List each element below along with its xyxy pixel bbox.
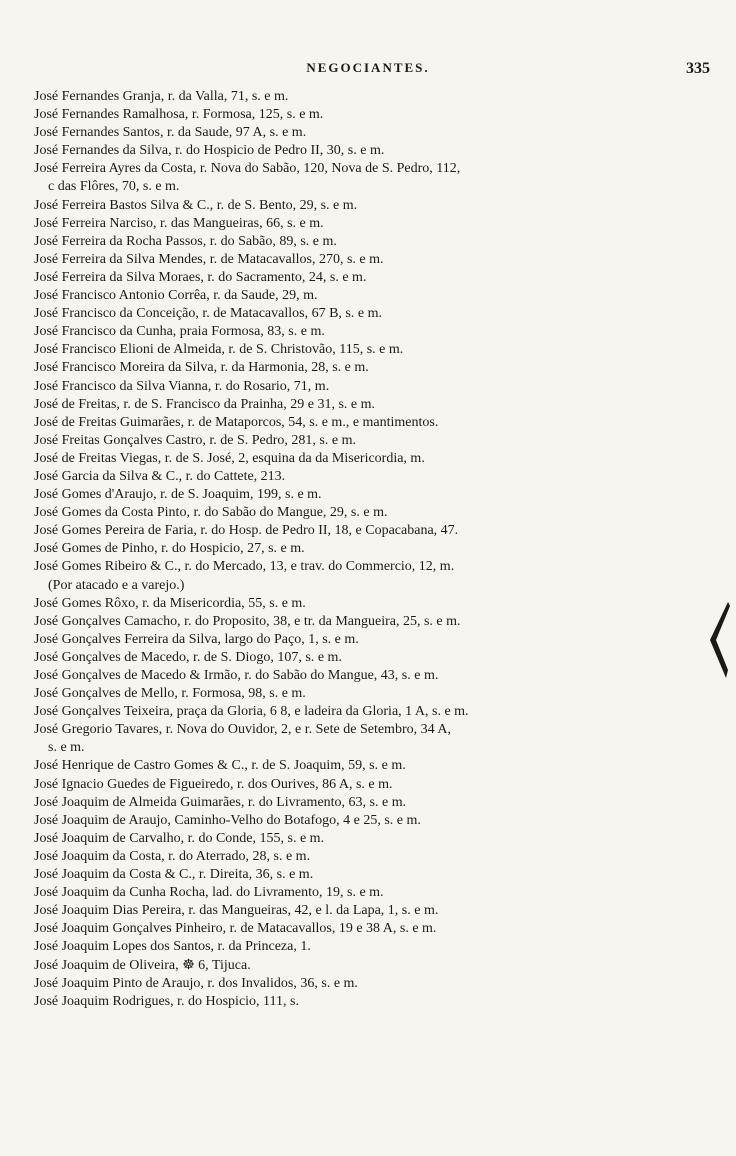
list-item: José Gomes d'Araujo, r. de S. Joaquim, 199, s. e m. <box>34 487 322 503</box>
list-item: José de Freitas, r. de S. Francisco da Prainha, 29 e 31, s. e m. <box>34 396 375 412</box>
list-item: José Joaquim Lopes dos Santos, r. da Princeza, 1. <box>34 939 311 955</box>
list-item: José Gonçalves Teixeira, praça da Gloria, 6 8, e ladeira da Gloria, 1 A, s. e m. <box>34 704 469 720</box>
entry-list <box>34 88 684 1011</box>
list-item: José Joaquim de Araujo, Caminho-Velho do Botafogo, 4 e 25, s. e m. <box>34 812 421 828</box>
list-item: José Henrique de Castro Gomes & C., r. de S. Joaquim, 59, s. e m. <box>34 758 406 774</box>
list-item: José Ferreira da Silva Moraes, r. do Sacramento, 24, s. e m. <box>34 269 367 285</box>
list-item-continuation: c das Flôres, 70, s. e m. <box>48 179 180 195</box>
list-item: José Francisco Antonio Corrêa, r. da Saude, 29, m. <box>34 288 318 304</box>
list-item: José Joaquim de Carvalho, r. do Conde, 155, s. e m. <box>34 830 325 846</box>
list-item: José Ferreira Bastos Silva & C., r. de S. Bento, 29, s. e m. <box>34 197 358 213</box>
list-item: José Gonçalves Camacho, r. do Proposito, 38, e tr. da Mangueira, 25, s. e m. <box>34 613 461 629</box>
list-item: José Gomes Rôxo, r. da Misericordia, 55, s. e m. <box>34 595 306 611</box>
list-item: José Garcia da Silva & C., r. do Cattete, 213. <box>34 468 286 484</box>
list-item: José Gonçalves Ferreira da Silva, largo do Paço, 1, s. e m. <box>34 631 359 647</box>
list-item: José Joaquim Rodrigues, r. do Hospicio, 111, s. <box>34 993 299 1009</box>
list-item: José Ignacio Guedes de Figueiredo, r. dos Ourives, 86 A, s. e m. <box>34 776 393 792</box>
list-item: José Joaquim de Almeida Guimarães, r. do Livramento, 63, s. e m. <box>34 794 407 810</box>
list-item: José Joaquim de Oliveira, ☸ 6, Tijuca. <box>34 957 251 973</box>
list-item: José Joaquim da Cunha Rocha, lad. do Livramento, 19, s. e m. <box>34 885 384 901</box>
list-item: José Francisco da Silva Vianna, r. do Rosario, 71, m. <box>34 378 330 394</box>
list-item: José Fernandes Santos, r. da Saude, 97 A, s. e m. <box>34 125 307 141</box>
list-item: José Francisco da Conceição, r. de Matacavallos, 67 B, s. e m. <box>34 306 382 322</box>
list-item: José Gomes Pereira de Faria, r. do Hosp. de Pedro II, 18, e Copacabana, 47. <box>34 523 459 539</box>
list-item: José Gonçalves de Macedo, r. de S. Diogo, 107, s. e m. <box>34 649 342 665</box>
list-item: José Freitas Gonçalves Castro, r. de S. Pedro, 281, s. e m. <box>34 432 356 448</box>
list-item: José Gregorio Tavares, r. Nova do Ouvidor, 2, e r. Sete de Setembro, 34 A, <box>34 722 451 738</box>
page-title: NEGOCIANTES. <box>306 60 430 75</box>
list-item: José Joaquim Gonçalves Pinheiro, r. de Matacavallos, 19 e 38 A, s. e m. <box>34 921 437 937</box>
list-item-continuation: s. e m. <box>48 740 85 756</box>
list-item: José Joaquim Pinto de Araujo, r. dos Invalidos, 36, s. e m. <box>34 975 358 991</box>
list-item-continuation: (Por atacado e a varejo.) <box>48 577 185 593</box>
list-item: José Francisco Elioni de Almeida, r. de S. Christovão, 115, s. e m. <box>34 342 404 358</box>
list-item: José Fernandes Ramalhosa, r. Formosa, 125, s. e m. <box>34 107 324 123</box>
list-item: José Gonçalves de Macedo & Irmão, r. do Sabão do Mangue, 43, s. e m. <box>34 668 439 683</box>
list-item: José Ferreira da Silva Mendes, r. de Matacavallos, 270, s. e m. <box>34 251 384 267</box>
list-item: José Joaquim da Costa & C., r. Direita, 36, s. e m. <box>34 867 314 883</box>
list-item: José Gonçalves de Mello, r. Formosa, 98, s. e m. <box>34 686 306 702</box>
list-item: José Fernandes da Silva, r. do Hospicio de Pedro II, 30, s. e m. <box>34 143 385 159</box>
list-item: José Francisco da Cunha, praia Formosa, 83, s. e m. <box>34 324 325 340</box>
list-item: José Francisco Moreira da Silva, r. da Harmonia, 28, s. e m. <box>34 360 369 376</box>
margin-pen-mark <box>706 600 732 680</box>
list-item: José Gomes de Pinho, r. do Hospicio, 27, s. e m. <box>34 541 305 557</box>
list-item: José de Freitas Viegas, r. de S. José, 2, esquina da da Misericordia, m. <box>34 450 425 466</box>
list-item: José Ferreira Narciso, r. das Mangueiras, 66, s. e m. <box>34 215 324 231</box>
list-item: José Joaquim Dias Pereira, r. das Mangueiras, 42, e l. da Lapa, 1, s. e m. <box>34 903 439 919</box>
list-item: José de Freitas Guimarães, r. de Mataporcos, 54, s. e m., e mantimentos. <box>34 414 439 430</box>
list-item: José Ferreira Ayres da Costa, r. Nova do Sabão, 120, Nova de S. Pedro, 112, <box>34 161 461 177</box>
list-item: José Gomes da Costa Pinto, r. do Sabão do Mangue, 29, s. e m. <box>34 505 388 521</box>
list-item: José Joaquim da Costa, r. do Aterrado, 28, s. e m. <box>34 848 311 864</box>
list-item: José Ferreira da Rocha Passos, r. do Sabão, 89, s. e m. <box>34 233 337 249</box>
page-number: 335 <box>686 60 710 77</box>
list-item: José Gomes Ribeiro & C., r. do Mercado, 13, e trav. do Commercio, 12, m. <box>34 559 455 575</box>
list-item: José Fernandes Granja, r. da Valla, 71, s. e m. <box>34 89 289 104</box>
